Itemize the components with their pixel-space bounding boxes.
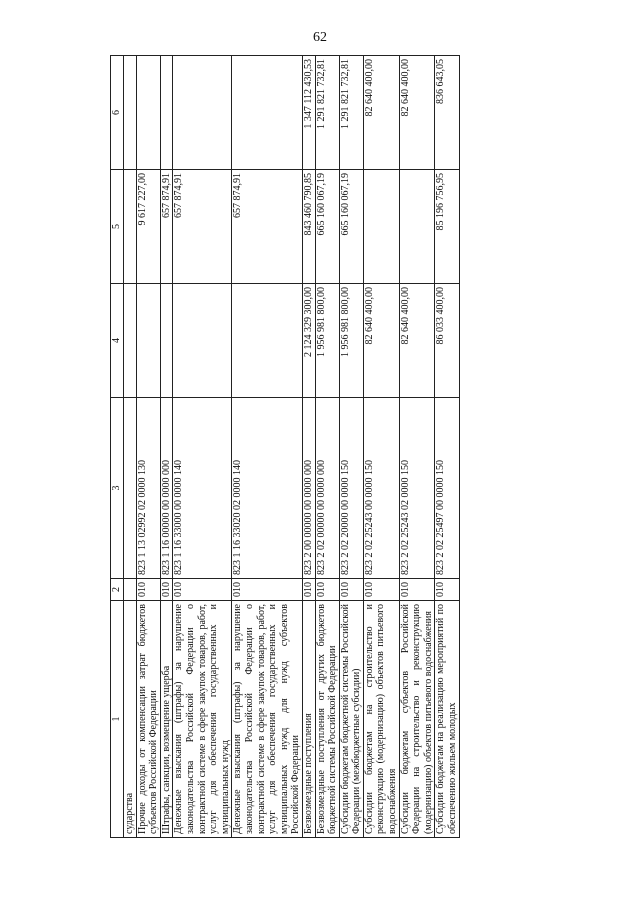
row-code: 010 xyxy=(435,579,459,601)
row-value-col5 xyxy=(124,170,137,284)
row-value-col5: 665 160 067,19 xyxy=(339,170,363,284)
row-name: Денежные взыскания (штрафы) за нарушение законодательства Российской Федерации о контрактной системе в сфере закупок товаров, работ, услуг для обеспечения государственных и муниципальных нужд для нужд субъектов Российской Федерации xyxy=(232,601,303,838)
row-kbk: 823 2 02 25243 00 0000 150 xyxy=(363,398,399,579)
table-row xyxy=(363,56,399,838)
row-value-col5: 9 617 227,00 xyxy=(136,170,160,284)
table-row xyxy=(339,56,363,838)
row-name: Безвозмездные поступления от других бюджетов бюджетной системы Российской Федерации xyxy=(315,601,339,838)
row-value-col6 xyxy=(173,56,232,170)
row-value-col5: 657 874,91 xyxy=(173,170,232,284)
row-code: 010 xyxy=(363,579,399,601)
row-value-col6 xyxy=(124,56,137,170)
header-col-2: 2 xyxy=(111,579,124,601)
row-name: сударства xyxy=(124,601,137,838)
row-kbk: 823 2 02 25497 00 0000 150 xyxy=(435,398,459,579)
row-value-col5: 85 196 756,95 xyxy=(435,170,459,284)
row-value-col6: 82 640 400,00 xyxy=(399,56,435,170)
row-code: 010 xyxy=(232,579,303,601)
row-code: 010 xyxy=(315,579,339,601)
row-value-col6: 1 347 112 430,53 xyxy=(302,56,315,170)
table-row xyxy=(315,56,339,838)
row-value-col6: 82 640 400,00 xyxy=(363,56,399,170)
row-kbk xyxy=(124,398,137,579)
row-name: Безвозмездные поступления xyxy=(302,601,315,838)
row-code: 010 xyxy=(136,579,160,601)
row-kbk: 823 1 16 33000 00 0000 140 xyxy=(173,398,232,579)
table-row xyxy=(124,56,137,838)
row-name: Субсидии бюджетам субъектов Российской Федерации на строительство и реконструкцию (модернизацию) объектов питьевого водоснабжения xyxy=(399,601,435,838)
row-value-col5 xyxy=(363,170,399,284)
row-value-col5: 843 460 790,85 xyxy=(302,170,315,284)
table-row xyxy=(160,56,173,838)
row-code: 010 xyxy=(160,579,173,601)
row-name: Субсидии бюджетам на строительство и реконструкцию (модернизацию) объектов питьевого водоснабжения xyxy=(363,601,399,838)
header-col-5: 5 xyxy=(111,170,124,284)
row-value-col4 xyxy=(173,284,232,398)
row-value-col4: 1 956 981 800,00 xyxy=(339,284,363,398)
row-kbk: 823 1 16 00000 00 0000 000 xyxy=(160,398,173,579)
row-value-col4: 1 956 981 800,00 xyxy=(315,284,339,398)
row-value-col4 xyxy=(136,284,160,398)
rotated-table-container xyxy=(110,56,596,838)
row-value-col6: 836 643,05 xyxy=(435,56,459,170)
table-row xyxy=(302,56,315,838)
page-number: 62 xyxy=(313,30,327,45)
row-value-col6 xyxy=(160,56,173,170)
header-col-1: 1 xyxy=(111,601,124,838)
row-name: Прочие доходы от компенсации затрат бюджетов субъектов Российской Федерации xyxy=(136,601,160,838)
header-col-4: 4 xyxy=(111,284,124,398)
row-value-col4 xyxy=(232,284,303,398)
table-row xyxy=(173,56,232,838)
row-value-col4 xyxy=(124,284,137,398)
header-col-6: 6 xyxy=(111,56,124,170)
row-kbk: 823 2 00 00000 00 0000 000 xyxy=(302,398,315,579)
table-header-row xyxy=(111,56,124,838)
row-kbk: 823 2 02 00000 00 0000 000 xyxy=(315,398,339,579)
table-row xyxy=(232,56,303,838)
row-name: Денежные взыскания (штрафы) за нарушение законодательства Российской Федерации о контрактной системе в сфере закупок товаров, работ, услуг для обеспечения государственных и муниципальных нужд xyxy=(173,601,232,838)
row-value-col4: 86 033 400,00 xyxy=(435,284,459,398)
row-kbk: 823 1 16 33020 02 0000 140 xyxy=(232,398,303,579)
row-kbk: 823 2 02 25243 02 0000 150 xyxy=(399,398,435,579)
row-value-col6 xyxy=(136,56,160,170)
row-value-col5 xyxy=(399,170,435,284)
budget-table xyxy=(110,55,460,838)
row-value-col4: 82 640 400,00 xyxy=(399,284,435,398)
row-value-col6 xyxy=(232,56,303,170)
row-code: 010 xyxy=(173,579,232,601)
row-value-col5: 657 874,91 xyxy=(232,170,303,284)
row-kbk: 823 1 13 02992 02 0000 130 xyxy=(136,398,160,579)
row-code: 010 xyxy=(399,579,435,601)
row-kbk: 823 2 02 20000 00 0000 150 xyxy=(339,398,363,579)
table-row xyxy=(136,56,160,838)
row-value-col4 xyxy=(160,284,173,398)
row-value-col6: 1 291 821 732,81 xyxy=(315,56,339,170)
row-value-col6: 1 291 821 732,81 xyxy=(339,56,363,170)
row-value-col5: 665 160 067,19 xyxy=(315,170,339,284)
row-code xyxy=(124,579,137,601)
table-row xyxy=(399,56,435,838)
row-name: Субсидии бюджетам бюджетной системы Российской Федерации (межбюджетные субсидии) xyxy=(339,601,363,838)
row-value-col5: 657 874,91 xyxy=(160,170,173,284)
row-value-col4: 2 124 329 300,00 xyxy=(302,284,315,398)
header-col-3: 3 xyxy=(111,398,124,579)
row-name: Субсидии бюджетам на реализацию мероприятий по обеспечению жильем молодых xyxy=(435,601,459,838)
row-code: 010 xyxy=(339,579,363,601)
row-name: Штрафы, санкции, возмещение ущерба xyxy=(160,601,173,838)
table-row xyxy=(435,56,459,838)
row-code: 010 xyxy=(302,579,315,601)
row-value-col4: 82 640 400,00 xyxy=(363,284,399,398)
